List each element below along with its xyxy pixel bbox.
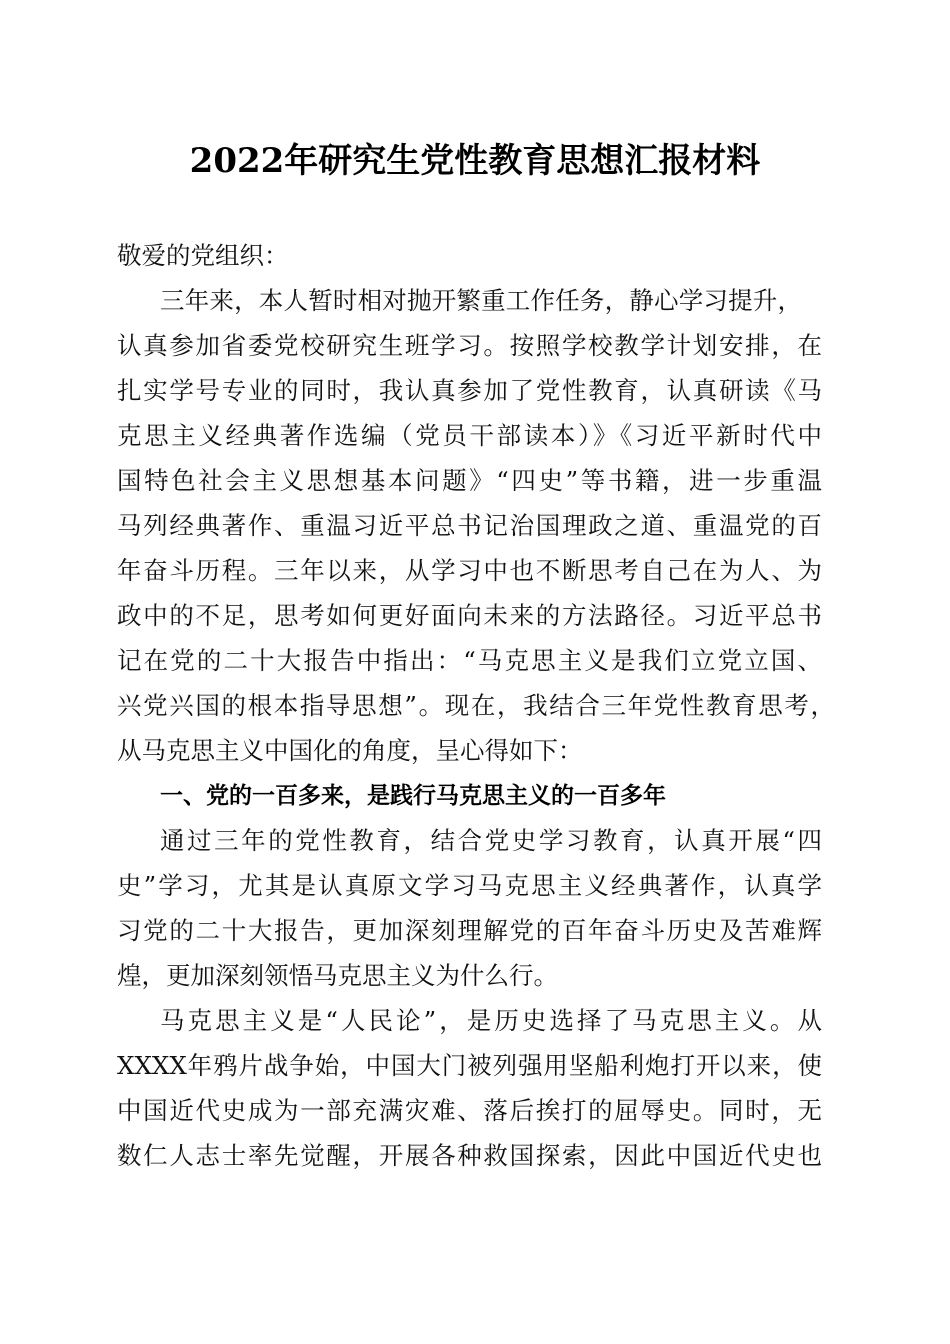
paragraph-2-line-3: 习党的二十大报告，更加深刻理解党的百年奋斗历史及苦难辉: [117, 916, 822, 945]
paragraph-2-line-2: 史”学习，尤其是认真原文学习马克思主义经典著作，认真学: [117, 871, 822, 900]
paragraph-3-line-3: 中国近代史成为一部充满灾难、落后挨打的屈辱史。同时，无: [117, 1096, 822, 1125]
paragraph-3-line-4: 数仁人志士率先觉醒，开展各种救国探索，因此中国近代史也: [117, 1141, 822, 1170]
paragraph-1-line-1: 三年来，本人暂时相对抛开繁重工作任务，静心学习提升，: [160, 286, 802, 315]
paragraph-1-line-8: 政中的不足，思考如何更好面向未来的方法路径。习近平总书: [117, 601, 822, 630]
paragraph-1-line-5: 国特色社会主义思想基本问题》“四史”等书籍，进一步重温: [117, 466, 822, 495]
paragraph-1-line-3: 扎实学号专业的同时，我认真参加了党性教育，认真研读《马: [117, 376, 822, 405]
paragraph-1-line-9: 记在党的二十大报告中指出：“马克思主义是我们立党立国、: [117, 646, 822, 675]
paragraph-3-line-1: 马克思主义是“人民论”，是历史选择了马克思主义。从: [160, 1006, 822, 1035]
paragraph-1-line-2: 认真参加省委党校研究生班学习。按照学校教学计划安排，在: [117, 331, 822, 360]
section-heading-1: 一、党的一百多来，是践行马克思主义的一百多年: [160, 783, 666, 809]
paragraph-2-line-4: 煌，更加深刻领悟马克思主义为什么行。: [117, 961, 558, 990]
paragraph-3-line-2: XXXX年鸦片战争始，中国大门被列强用坚船利炮打开以来，使: [117, 1051, 822, 1080]
paragraph-1-line-7: 年奋斗历程。三年以来，从学习中也不断思考自己在为人、为: [117, 556, 822, 585]
document-title: 2022年研究生党性教育思想汇报材料: [189, 141, 761, 181]
salutation: 敬爱的党组织：: [117, 241, 289, 270]
paragraph-1-line-6: 马列经典著作、重温习近平总书记治国理政之道、重温党的百: [117, 511, 822, 540]
paragraph-1-line-11: 从马克思主义中国化的角度，呈心得如下：: [117, 736, 583, 765]
paragraph-1-line-10: 兴党兴国的根本指导思想”。现在，我结合三年党性教育思考，: [117, 691, 835, 720]
paragraph-1-line-4: 克思主义经典著作选编（党员干部读本）》《习近平新时代中: [117, 421, 822, 450]
paragraph-2-line-1: 通过三年的党性教育，结合党史学习教育，认真开展“四: [160, 826, 822, 855]
